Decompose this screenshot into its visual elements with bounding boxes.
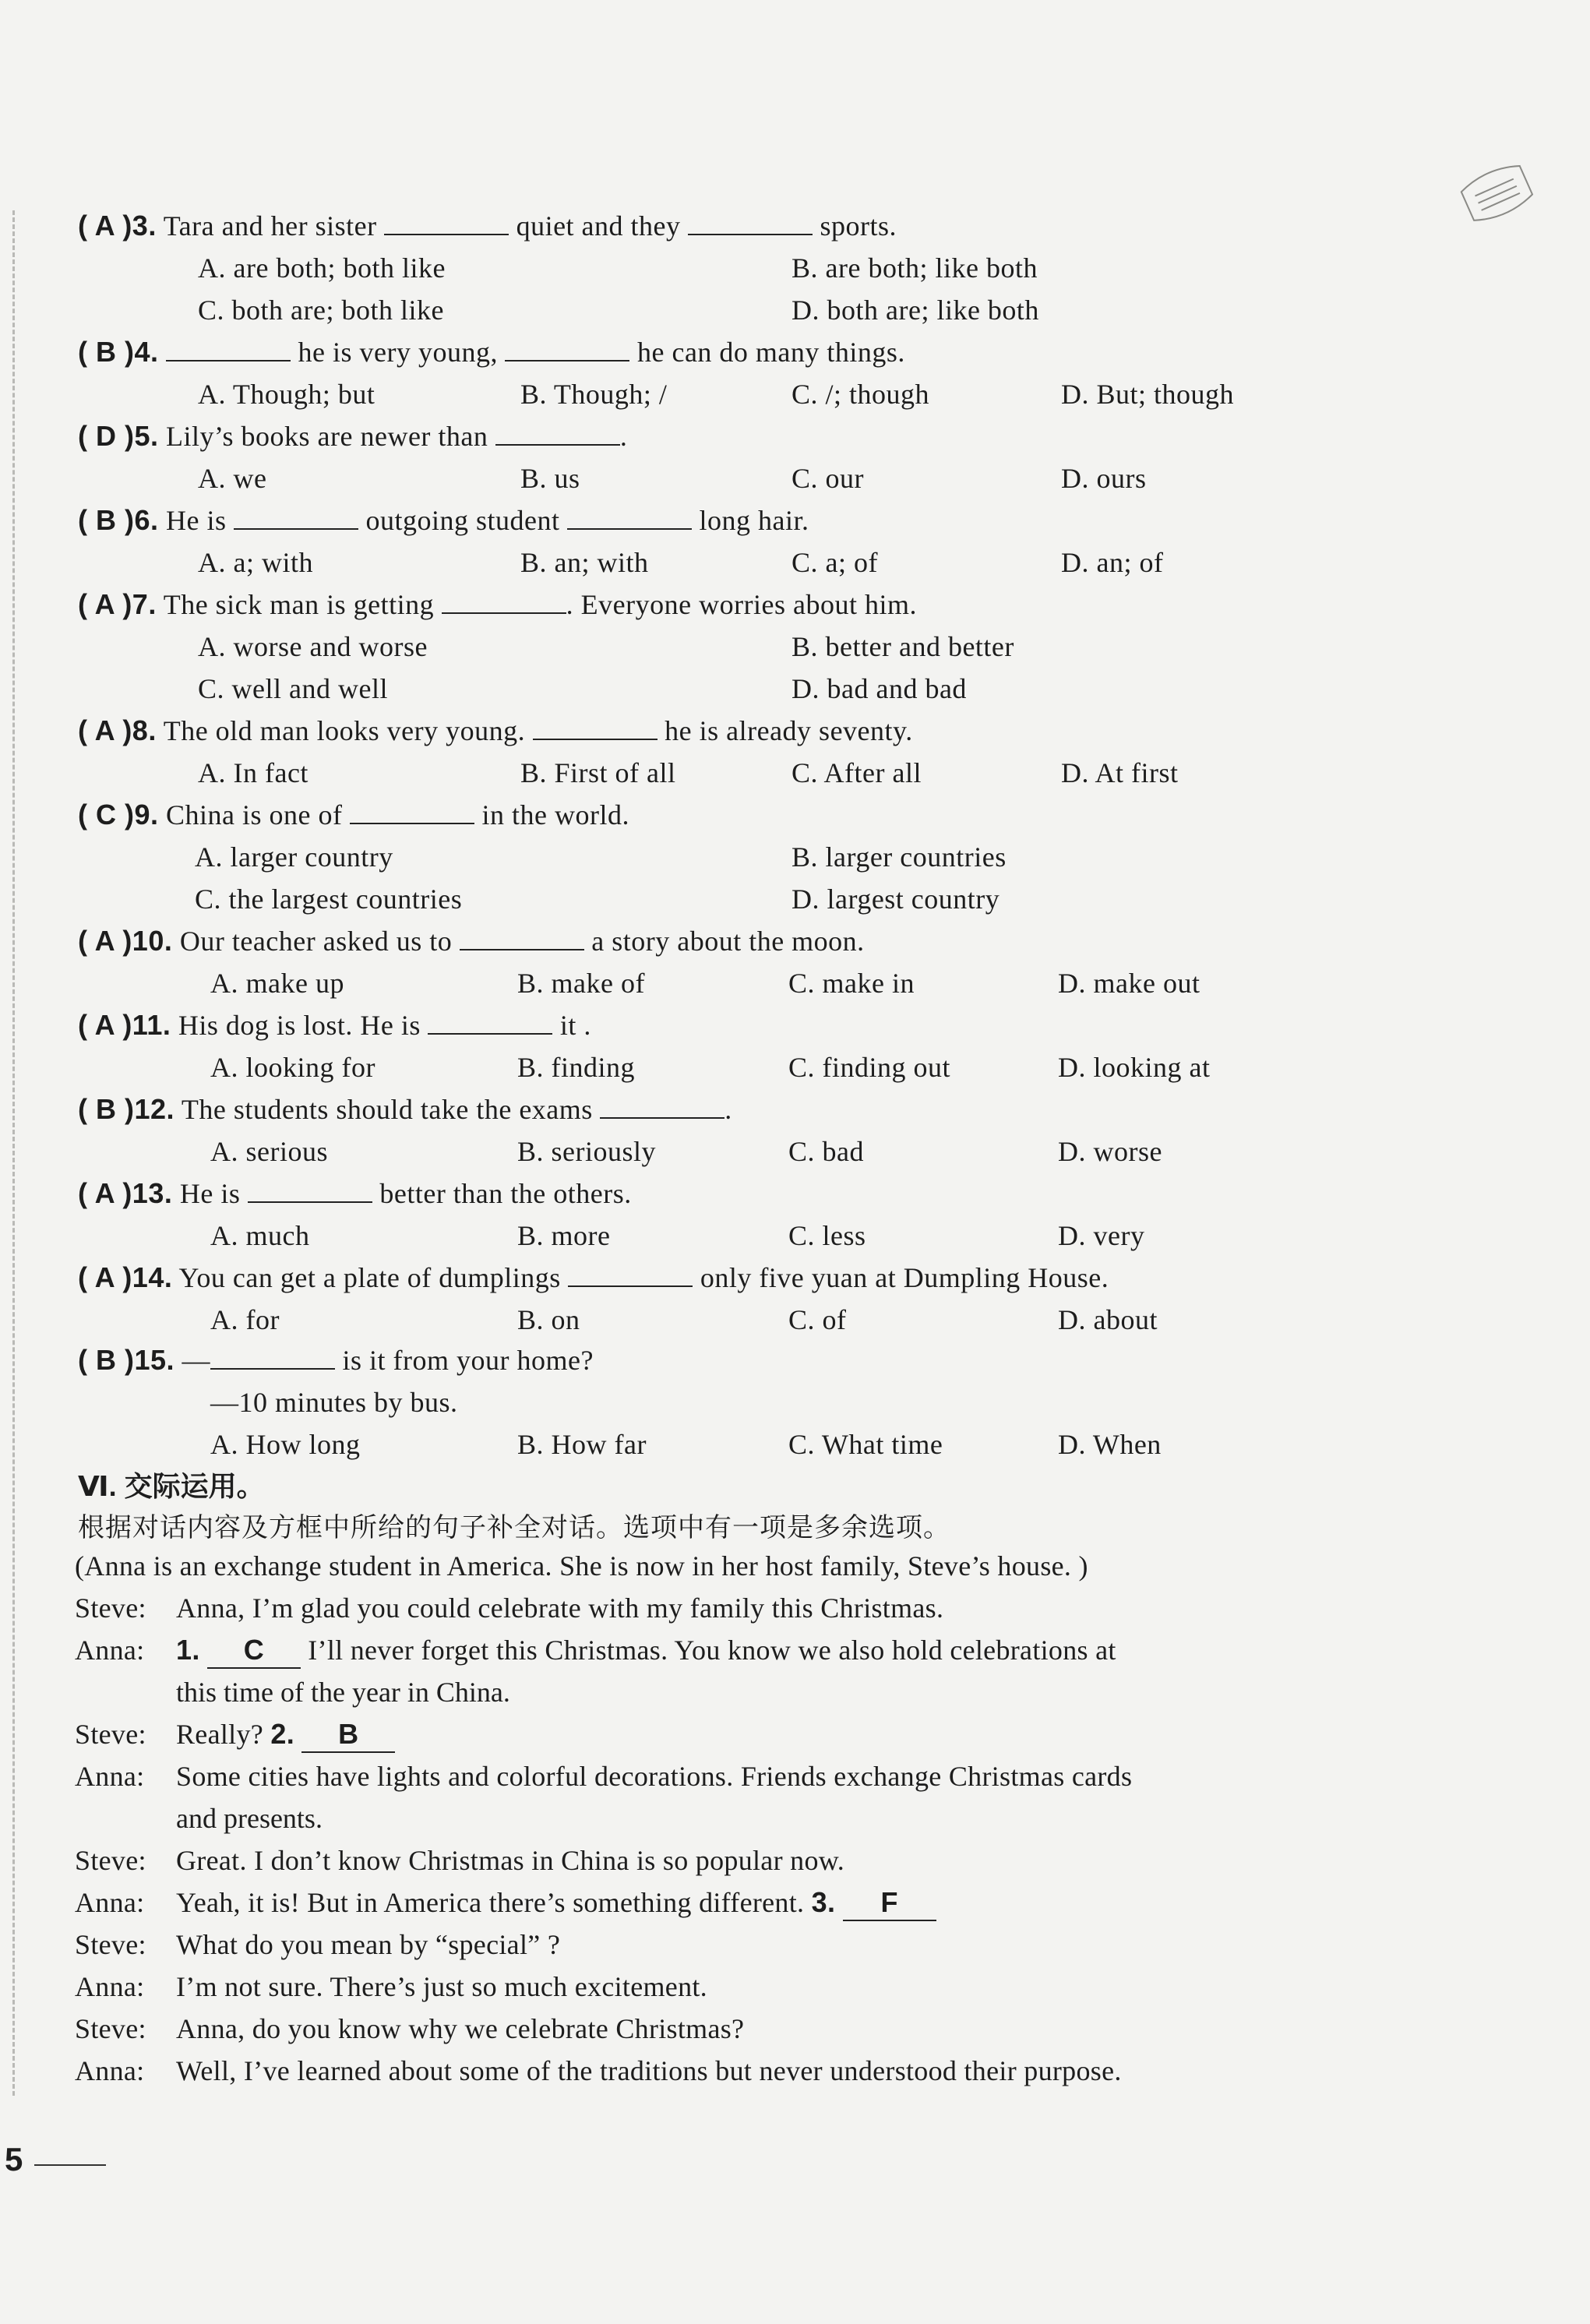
option-d: D. looking at [1058, 1052, 1211, 1083]
question-3: ( A )3. Tara and her sister quiet and they sports. [78, 210, 897, 242]
blank [384, 210, 509, 235]
blank [533, 715, 658, 740]
option-c: C. both are; both like [198, 294, 444, 326]
option-c: C. What time [788, 1429, 943, 1460]
question-14: ( A )14. You can get a plate of dumplings only five yuan at Dumpling House. [78, 1261, 1109, 1293]
option-b: B. make of [517, 968, 645, 999]
option-d: D. When [1058, 1429, 1162, 1460]
option-b: B. more [517, 1220, 611, 1251]
option-a: A. make up [210, 968, 344, 999]
dialogue-line-2-cont: this time of the year in China. [176, 1677, 510, 1708]
option-c: C. /; though [791, 379, 930, 410]
option-b: B. finding [517, 1052, 636, 1083]
option-d: D. very [1058, 1220, 1145, 1251]
option-d: D. At first [1061, 757, 1179, 788]
option-c: C. our [791, 463, 864, 494]
section-title: Ⅵ. 交际运用。 [78, 1470, 265, 1502]
blank [210, 1345, 335, 1370]
option-d: D. ours [1061, 463, 1147, 494]
option-a: A. we [198, 463, 267, 494]
answer-blank-1: C [207, 1633, 301, 1669]
answer-blank-3: F [843, 1885, 936, 1921]
option-b: B. How far [517, 1429, 647, 1460]
question-7: ( A )7. The sick man is getting . Everyone worries about him. [78, 588, 918, 620]
option-a: A. worse and worse [198, 631, 428, 662]
option-a: A. Though; but [198, 379, 375, 410]
option-a: A. are both; both like [198, 252, 446, 284]
option-b: B. better and better [791, 631, 1014, 662]
option-b: B. Though; / [520, 379, 668, 410]
question-13: ( A )13. He is better than the others. [78, 1177, 632, 1209]
blank [442, 589, 566, 614]
option-d: D. make out [1058, 968, 1200, 999]
dialogue-line-7: Steve: What do you mean by “special” ? [75, 1929, 561, 1960]
blank [428, 1010, 552, 1035]
option-c: C. of [788, 1304, 847, 1335]
dialogue-line-4-cont: and presents. [176, 1803, 323, 1834]
answer-blank-2: B [301, 1717, 395, 1753]
option-b: B. First of all [520, 757, 676, 788]
dialogue-line-9: Steve: Anna, do you know why we celebrate Christmas? [75, 2013, 745, 2044]
option-d: D. about [1058, 1304, 1158, 1335]
option-c: C. the largest countries [195, 883, 463, 915]
dialogue-line-5: Steve: Great. I don’t know Christmas in China is so popular now. [75, 1845, 845, 1876]
blank [350, 799, 474, 824]
option-a: A. How long [210, 1429, 361, 1460]
option-d: D. worse [1058, 1136, 1162, 1167]
option-c: C. bad [788, 1136, 864, 1167]
question-8: ( A )8. The old man looks very young. he is already seventy. [78, 714, 913, 746]
option-b: B. on [517, 1304, 580, 1335]
blank [460, 926, 584, 950]
option-a: A. much [210, 1220, 310, 1251]
question-9: ( C )9. China is one of in the world. [78, 799, 629, 831]
question-10: ( A )10. Our teacher asked us to a story about the moon. [78, 925, 865, 957]
blank [567, 505, 692, 530]
option-a: A. larger country [195, 841, 393, 873]
option-d: D. both are; like both [791, 294, 1039, 326]
dialogue-line-3: Steve: Really? 2. B [75, 1717, 395, 1753]
corner-stamp-icon [1451, 154, 1542, 231]
question-5: ( D )5. Lily’s books are newer than . [78, 420, 628, 452]
option-d: D. But; though [1061, 379, 1235, 410]
question-6: ( B )6. He is outgoing student long hair. [78, 504, 809, 536]
dialogue-line-1: Steve: Anna, I’m glad you could celebrate with my family this Christmas. [75, 1592, 944, 1624]
option-d: D. bad and bad [791, 673, 967, 704]
option-c: C. a; of [791, 547, 878, 578]
option-d: D. an; of [1061, 547, 1164, 578]
dialogue-line-2: Anna: 1. C I’ll never forget this Christmas. You know we also hold celebrations at [75, 1633, 1116, 1669]
option-b: B. seriously [517, 1136, 657, 1167]
question-12: ( B )12. The students should take the exams . [78, 1093, 732, 1125]
dialogue-line-6: Anna: Yeah, it is! But in America there’s something different. 3. F [75, 1885, 936, 1921]
dashed-margin-line [12, 210, 15, 2096]
blank [600, 1094, 724, 1119]
option-a: A. for [210, 1304, 280, 1335]
option-c: C. After all [791, 757, 922, 788]
blank [166, 337, 291, 361]
blank [688, 210, 813, 235]
option-b: B. are both; like both [791, 252, 1038, 284]
blank [505, 337, 629, 361]
section-instruction: 根据对话内容及方框中所给的句子补全对话。选项中有一项是多余选项。 [78, 1512, 950, 1543]
option-a: A. In fact [198, 757, 308, 788]
option-d: D. largest country [791, 883, 1000, 915]
dialogue-line-4: Anna: Some cities have lights and colorful decorations. Friends exchange Christmas cards [75, 1761, 1133, 1792]
question-15: ( B )15. — is it from your home? [78, 1344, 594, 1376]
blank [568, 1262, 693, 1287]
blank [248, 1178, 372, 1203]
question-15-reply: —10 minutes by bus. [210, 1387, 458, 1418]
option-a: A. looking for [210, 1052, 375, 1083]
option-b: B. larger countries [791, 841, 1007, 873]
dialogue-line-10: Anna: Well, I’ve learned about some of the traditions but never understood their purpose. [75, 2055, 1122, 2086]
dialogue-line-8: Anna: I’m not sure. There’s just so much excitement. [75, 1971, 707, 2002]
question-4: ( B )4. he is very young, he can do many things. [78, 336, 905, 368]
blank [495, 421, 620, 446]
option-b: B. us [520, 463, 580, 494]
option-c: C. well and well [198, 673, 388, 704]
question-11: ( A )11. His dog is lost. He is it . [78, 1009, 591, 1041]
page-number: 5 [5, 2141, 23, 2178]
option-a: A. a; with [198, 547, 313, 578]
option-c: C. make in [788, 968, 915, 999]
option-c: C. finding out [788, 1052, 951, 1083]
option-a: A. serious [210, 1136, 328, 1167]
option-c: C. less [788, 1220, 866, 1251]
option-b: B. an; with [520, 547, 649, 578]
dialogue-context: (Anna is an exchange student in America. She is now in her host family, Steve’s house. ) [75, 1550, 1088, 1582]
blank [234, 505, 358, 530]
page-number-rule [34, 2164, 106, 2166]
